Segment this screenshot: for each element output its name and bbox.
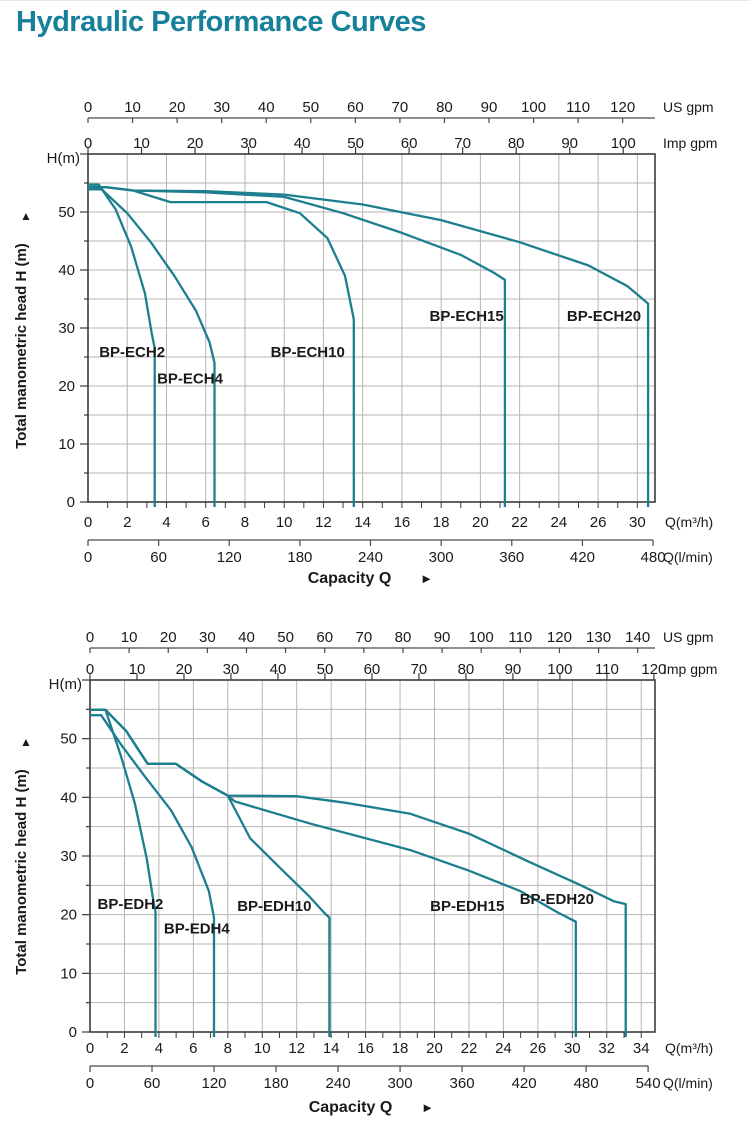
q-lmin-tick-label: 420 <box>511 1075 537 1092</box>
q-m3h-tick-label: 0 <box>83 514 93 531</box>
q-m3h-tick-label: 0 <box>85 1040 95 1057</box>
y-corner-label: H(m) <box>46 150 80 167</box>
us-gpm-tick-label: 10 <box>120 629 138 646</box>
q-lmin-tick-label: 360 <box>449 1075 475 1092</box>
page-title: Hydraulic Performance Curves <box>16 6 426 38</box>
y-tick-label: 30 <box>58 320 75 337</box>
imp-gpm-unit-label: Imp gpm <box>663 135 718 151</box>
performance-chart-edh <box>0 612 750 1141</box>
q-m3h-tick-label: 4 <box>162 514 171 531</box>
q-m3h-unit-label: Q(m³/h) <box>665 1040 714 1056</box>
q-lmin-axis <box>90 1066 648 1072</box>
imp-gpm-tick-label: 90 <box>561 135 579 152</box>
q-lmin-tick-label: 480 <box>573 1075 599 1092</box>
imp-gpm-tick-label: 50 <box>316 661 334 678</box>
y-tick-label: 30 <box>60 848 77 865</box>
imp-gpm-tick-label: 0 <box>83 135 93 152</box>
q-m3h-tick-label: 2 <box>123 514 132 531</box>
q-lmin-tick-label: 120 <box>201 1075 227 1092</box>
y-tick-label: 40 <box>58 262 75 279</box>
us-gpm-axis <box>90 648 655 653</box>
y-corner-label: H(m) <box>48 676 82 693</box>
q-m3h-tick-label: 22 <box>511 514 528 531</box>
curve-label-BP-ECH10: BP-ECH10 <box>270 344 345 361</box>
y-tick-label: 20 <box>58 378 75 395</box>
us-gpm-tick-label: 20 <box>168 99 186 116</box>
imp-gpm-tick-label: 10 <box>128 661 146 678</box>
q-m3h-tick-label: 8 <box>240 514 250 531</box>
imp-gpm-tick-label: 80 <box>457 661 475 678</box>
curve-BP-EDH10 <box>90 710 329 1037</box>
q-lmin-tick-label: 60 <box>150 549 167 566</box>
q-lmin-unit-label: Q(l/min) <box>663 1075 713 1091</box>
imp-gpm-tick-label: 30 <box>240 135 257 152</box>
imp-gpm-tick-label: 50 <box>347 135 364 152</box>
q-m3h-tick-label: 14 <box>354 514 372 531</box>
us-gpm-tick-label: 100 <box>468 629 494 646</box>
q-lmin-tick-label: 240 <box>325 1075 351 1092</box>
us-gpm-tick-label: 80 <box>394 629 412 646</box>
right-arrow-icon: ► <box>420 571 433 586</box>
q-lmin-tick-label: 0 <box>83 549 93 566</box>
q-m3h-tick-label: 30 <box>628 514 646 531</box>
curve-label-BP-ECH15: BP-ECH15 <box>429 308 504 326</box>
y-tick-label: 0 <box>66 494 75 511</box>
q-lmin-tick-label: 300 <box>428 549 454 566</box>
us-gpm-tick-label: 90 <box>433 629 451 646</box>
q-m3h-unit-label: Q(m³/h) <box>665 514 714 530</box>
imp-gpm-tick-label: 10 <box>133 135 150 152</box>
y-axis <box>82 680 90 1032</box>
q-m3h-tick-label: 16 <box>393 514 411 531</box>
y-tick-label: 0 <box>68 1024 77 1041</box>
q-m3h-tick-label: 20 <box>426 1040 443 1057</box>
q-lmin-tick-label: 360 <box>499 549 525 566</box>
imp-gpm-tick-label: 40 <box>293 135 311 152</box>
q-lmin-tick-label: 120 <box>216 549 242 566</box>
us-gpm-axis <box>88 118 655 123</box>
q-m3h-tick-label: 6 <box>189 1040 198 1057</box>
imp-gpm-unit-label: Imp gpm <box>663 661 718 677</box>
q-m3h-tick-label: 18 <box>391 1040 409 1057</box>
up-arrow-icon: ▲ <box>20 735 32 749</box>
q-lmin-tick-label: 300 <box>387 1075 413 1092</box>
q-m3h-tick-label: 10 <box>253 1040 271 1057</box>
us-gpm-tick-label: 0 <box>83 99 93 116</box>
y-tick-label: 50 <box>58 204 75 221</box>
q-m3h-tick-label: 10 <box>275 514 293 531</box>
us-gpm-tick-label: 30 <box>199 629 216 646</box>
us-gpm-tick-label: 60 <box>346 99 364 116</box>
q-m3h-tick-label: 22 <box>460 1040 478 1057</box>
us-gpm-tick-label: 70 <box>355 629 373 646</box>
capacity-label: Capacity Q <box>308 1099 393 1116</box>
imp-gpm-tick-label: 120 <box>641 661 667 678</box>
curve-label-BP-EDH10: BP-EDH10 <box>237 898 312 916</box>
q-lmin-unit-label: Q(l/min) <box>663 549 713 565</box>
q-lmin-tick-label: 180 <box>287 549 313 566</box>
imp-gpm-tick-label: 20 <box>186 135 204 152</box>
q-m3h-tick-label: 32 <box>598 1040 616 1057</box>
imp-gpm-tick-label: 30 <box>222 661 240 678</box>
us-gpm-tick-label: 50 <box>277 629 294 646</box>
imp-gpm-tick-label: 60 <box>363 661 381 678</box>
q-m3h-tick-label: 34 <box>632 1040 650 1057</box>
us-gpm-unit-label: US gpm <box>663 629 714 645</box>
imp-gpm-tick-label: 80 <box>507 135 525 152</box>
curves <box>90 710 626 1037</box>
q-lmin-tick-label: 60 <box>143 1075 161 1092</box>
curve-label-BP-EDH15: BP-EDH15 <box>430 898 505 916</box>
us-gpm-tick-label: 120 <box>546 629 572 646</box>
q-m3h-tick-label: 24 <box>550 514 568 531</box>
q-m3h-tick-label: 18 <box>432 514 450 531</box>
imp-gpm-tick-label: 110 <box>594 661 619 678</box>
us-gpm-tick-label: 50 <box>302 99 320 116</box>
q-lmin-tick-label: 420 <box>569 549 595 566</box>
y-tick-label: 20 <box>60 906 77 924</box>
q-m3h-tick-label: 12 <box>288 1040 306 1057</box>
q-m3h-tick-label: 20 <box>472 514 489 531</box>
curve-label-BP-ECH20: BP-ECH20 <box>566 308 642 326</box>
curve-label-BP-EDH20: BP-EDH20 <box>519 891 594 909</box>
y-axis <box>80 154 88 502</box>
q-m3h-tick-label: 8 <box>223 1040 232 1057</box>
us-gpm-tick-label: 130 <box>586 629 612 646</box>
q-lmin-axis <box>88 540 653 546</box>
grid <box>90 680 655 1032</box>
y-axis-title: Total manometric head H (m) <box>13 243 30 449</box>
imp-gpm-tick-label: 60 <box>400 135 418 152</box>
us-gpm-tick-label: 110 <box>508 629 533 646</box>
y-tick-label: 10 <box>58 436 75 453</box>
imp-gpm-tick-label: 0 <box>85 661 95 678</box>
y-tick-label: 50 <box>60 730 77 748</box>
imp-gpm-tick-label: 20 <box>175 661 193 678</box>
us-gpm-tick-label: 100 <box>521 99 547 116</box>
q-m3h-tick-label: 16 <box>357 1040 374 1057</box>
us-gpm-tick-label: 140 <box>625 629 651 646</box>
curve-label-BP-EDH4: BP-EDH4 <box>163 920 230 938</box>
q-m3h-tick-label: 30 <box>563 1040 581 1057</box>
page-top-divider <box>0 0 750 1</box>
q-m3h-tick-label: 14 <box>322 1040 340 1057</box>
us-gpm-unit-label: US gpm <box>663 99 714 115</box>
imp-gpm-tick-label: 90 <box>504 661 522 678</box>
curve-label-BP-EDH2: BP-EDH2 <box>97 895 164 913</box>
q-m3h-tick-label: 24 <box>495 1040 512 1057</box>
up-arrow-icon: ▲ <box>20 209 32 223</box>
us-gpm-tick-label: 60 <box>316 629 334 646</box>
curve-label-BP-ECH4: BP-ECH4 <box>157 370 223 388</box>
us-gpm-tick-label: 0 <box>85 629 95 646</box>
capacity-label: Capacity Q <box>307 570 392 587</box>
curve-BP-ECH20 <box>88 187 648 507</box>
q-m3h-tick-label: 2 <box>120 1040 129 1057</box>
imp-gpm-tick-label: 70 <box>454 135 471 152</box>
us-gpm-tick-label: 110 <box>566 99 591 116</box>
q-m3h-tick-label: 26 <box>589 514 607 531</box>
us-gpm-tick-label: 80 <box>436 99 453 116</box>
q-lmin-tick-label: 240 <box>358 549 384 566</box>
performance-chart-ech <box>0 85 750 612</box>
us-gpm-tick-label: 40 <box>238 629 255 646</box>
y-tick-label: 40 <box>60 789 77 807</box>
us-gpm-tick-label: 30 <box>213 99 231 116</box>
curves <box>88 185 648 507</box>
q-lmin-tick-label: 540 <box>635 1075 661 1092</box>
q-m3h-axis <box>108 502 638 508</box>
us-gpm-tick-label: 90 <box>480 99 498 116</box>
imp-gpm-tick-label: 40 <box>269 661 287 678</box>
curve-BP-EDH20 <box>90 710 626 1037</box>
q-lmin-tick-label: 0 <box>85 1075 95 1092</box>
us-gpm-tick-label: 120 <box>610 99 636 116</box>
y-axis-title: Total manometric head H (m) <box>13 769 30 975</box>
y-tick-label: 10 <box>60 965 77 983</box>
q-m3h-tick-label: 6 <box>201 514 210 531</box>
q-lmin-tick-label: 180 <box>263 1075 289 1092</box>
us-gpm-tick-label: 10 <box>124 99 141 116</box>
imp-gpm-tick-label: 100 <box>610 135 636 152</box>
us-gpm-tick-label: 40 <box>257 99 275 116</box>
q-m3h-axis <box>107 1032 641 1038</box>
us-gpm-tick-label: 20 <box>159 629 177 646</box>
imp-gpm-tick-label: 100 <box>547 661 573 678</box>
us-gpm-tick-label: 70 <box>391 99 409 116</box>
q-m3h-tick-label: 26 <box>529 1040 547 1057</box>
q-lmin-tick-label: 480 <box>640 549 666 566</box>
q-m3h-tick-label: 12 <box>315 514 332 531</box>
curve-label-BP-ECH2: BP-ECH2 <box>99 344 166 361</box>
right-arrow-icon: ► <box>421 1100 434 1115</box>
imp-gpm-tick-label: 70 <box>410 661 428 678</box>
q-m3h-tick-label: 4 <box>154 1040 164 1057</box>
